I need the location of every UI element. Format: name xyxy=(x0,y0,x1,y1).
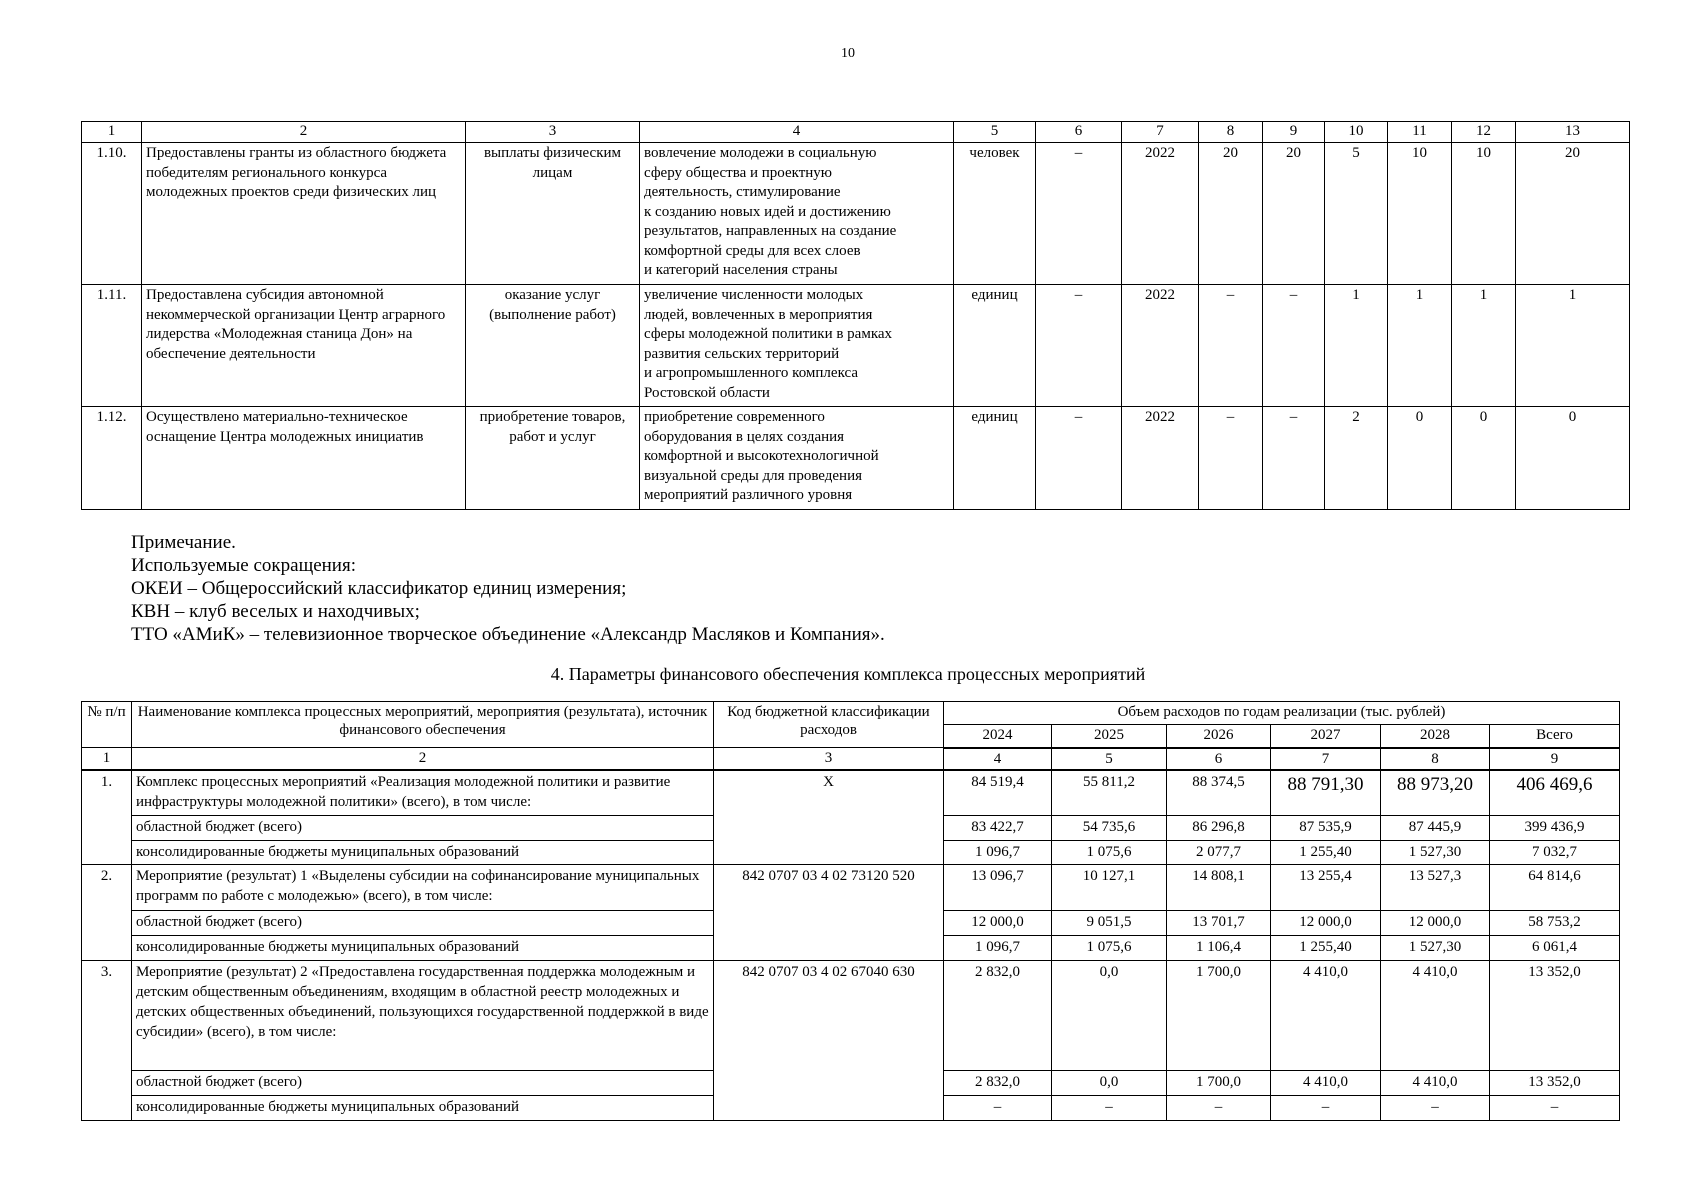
row-value: 1 xyxy=(1325,285,1388,407)
description-line: увеличение численности молодых xyxy=(644,287,864,303)
row-value: 54 735,6 xyxy=(1052,816,1167,841)
row-source: областной бюджет (всего) xyxy=(132,911,714,936)
row-value: 58 753,2 xyxy=(1490,911,1620,936)
row-source: консолидированные бюджеты муниципальных образований xyxy=(132,936,714,961)
row-source: консолидированные бюджеты муниципальных образований xyxy=(132,841,714,865)
row-code: 842 0707 03 4 02 73120 520 xyxy=(714,865,944,961)
row-value: 13 352,0 xyxy=(1490,961,1620,1071)
row-value: 399 436,9 xyxy=(1490,816,1620,841)
row-type: оказание услуг (выполнение работ) xyxy=(466,285,640,407)
row-value: 83 422,7 xyxy=(944,816,1052,841)
column-number: 4 xyxy=(640,122,954,143)
header-total: Всего xyxy=(1490,725,1620,748)
row-value: – xyxy=(1381,1096,1490,1121)
row-value: – xyxy=(1199,407,1263,510)
description-line: Ростовской области xyxy=(644,384,770,401)
table-row xyxy=(82,865,1620,911)
row-number: 1. xyxy=(82,770,132,865)
row-value: 9 051,5 xyxy=(1052,911,1167,936)
row-number: 2. xyxy=(82,865,132,961)
row-value: – xyxy=(1052,1096,1167,1121)
row-value: 2 xyxy=(1325,407,1388,510)
column-number: 4 xyxy=(944,748,1052,770)
note-subtitle: Используемые сокращения: xyxy=(131,555,356,576)
row-okei: – xyxy=(1036,407,1122,510)
row-name: Предоставлена субсидия автономной некоммерческой организации Центр аграрного лидерства «Молодежная станица Дон» на обеспечение деятельности xyxy=(142,285,466,407)
row-value: 0,0 xyxy=(1052,1071,1167,1096)
header-number: № п/п xyxy=(82,702,132,748)
column-number: 2 xyxy=(132,748,714,770)
column-number: 11 xyxy=(1388,122,1452,143)
table-row xyxy=(82,770,1620,816)
table-row xyxy=(82,961,1620,1071)
note-line: ТТО «АМиК» – телевизионное творческое объединение «Александр Масляков и Компания». xyxy=(131,624,885,645)
column-number: 3 xyxy=(466,122,640,143)
description-line: комфортной среды для всех слоев xyxy=(644,242,861,259)
row-value: 4 410,0 xyxy=(1381,961,1490,1071)
row-code: Х xyxy=(714,770,944,865)
row-name: Мероприятие (результат) 2 «Предоставлена государственная поддержка молодежным и детским общественным объединениям, входящим в областной реестр молодежных и детских общественных объединений, пользующихся государственной поддержкой в виде субсидии» (всего), в том числе: xyxy=(132,961,714,1071)
row-value: 13 096,7 xyxy=(944,865,1052,911)
row-number: 1.12. xyxy=(82,407,142,510)
column-number: 9 xyxy=(1490,748,1620,770)
row-value: 1 xyxy=(1452,285,1516,407)
row-name: Мероприятие (результат) 1 «Выделены субсидии на софинансирование муниципальных программ по работе с молодежью» (всего), в том числе: xyxy=(132,865,714,911)
row-name: Комплекс процессных мероприятий «Реализация молодежной политики и развитие инфраструктуры молодежной политики» (всего), в том числе: xyxy=(132,770,714,816)
row-value: 4 410,0 xyxy=(1271,961,1381,1071)
column-number: 7 xyxy=(1271,748,1381,770)
row-source: областной бюджет (всего) xyxy=(132,1071,714,1096)
row-unit: единиц xyxy=(954,285,1036,407)
row-value: 55 811,2 xyxy=(1052,770,1167,816)
row-value: 1 075,6 xyxy=(1052,936,1167,961)
description-line: вовлечение молодежи в социальную xyxy=(644,145,877,161)
header-year: 2027 xyxy=(1271,725,1381,748)
column-number: 3 xyxy=(714,748,944,770)
row-description xyxy=(640,407,954,510)
table-header-row xyxy=(82,702,1620,725)
row-description xyxy=(640,143,954,285)
row-name: Осуществлено материально-техническое оснащение Центра молодежных инициатив xyxy=(142,407,466,510)
row-value: 1 096,7 xyxy=(944,841,1052,865)
row-value: 20 xyxy=(1516,143,1630,285)
row-value: 20 xyxy=(1199,143,1263,285)
column-number: 1 xyxy=(82,748,132,770)
row-value: 13 701,7 xyxy=(1167,911,1271,936)
financing-table xyxy=(81,701,1620,1121)
table-header-row xyxy=(82,748,1620,770)
row-value: 1 xyxy=(1388,285,1452,407)
column-number: 9 xyxy=(1263,122,1325,143)
row-value: 12 000,0 xyxy=(1271,911,1381,936)
row-value: 2 077,7 xyxy=(1167,841,1271,865)
description-line: сферы молодежной политики в рамках xyxy=(644,326,893,342)
row-value: 4 410,0 xyxy=(1271,1071,1381,1096)
row-value: 10 xyxy=(1388,143,1452,285)
header-year: 2024 xyxy=(944,725,1052,748)
row-value: 64 814,6 xyxy=(1490,865,1620,911)
row-value: 1 075,6 xyxy=(1052,841,1167,865)
header-name: Наименование комплекса процессных мероприятий, мероприятия (результата), источник финансового обеспечения xyxy=(132,702,714,748)
row-value: 1 255,40 xyxy=(1271,841,1381,865)
description-line: людей, вовлеченных в мероприятия xyxy=(644,306,873,323)
row-value: 2 832,0 xyxy=(944,961,1052,1071)
row-value: 1 527,30 xyxy=(1381,841,1490,865)
row-code: 842 0707 03 4 02 67040 630 xyxy=(714,961,944,1121)
row-value: – xyxy=(1271,1096,1381,1121)
column-number: 10 xyxy=(1325,122,1388,143)
column-number: 1 xyxy=(82,122,142,143)
header-year: 2028 xyxy=(1381,725,1490,748)
row-value: 10 xyxy=(1452,143,1516,285)
row-value: 1 700,0 xyxy=(1167,1071,1271,1096)
header-code: Код бюджетной классификации расходов xyxy=(714,702,944,748)
table-row xyxy=(82,285,1630,407)
row-value: 87 445,9 xyxy=(1381,816,1490,841)
column-number: 7 xyxy=(1122,122,1199,143)
row-value: 1 096,7 xyxy=(944,936,1052,961)
description-line: оборудования в целях создания xyxy=(644,428,845,445)
row-name: Предоставлены гранты из областного бюджета победителям регионального конкурса молодежных проектов среди физических лиц xyxy=(142,143,466,285)
header-year: 2026 xyxy=(1167,725,1271,748)
row-value: 88 791,30 xyxy=(1271,770,1381,816)
row-value: 4 410,0 xyxy=(1381,1071,1490,1096)
row-unit: единиц xyxy=(954,407,1036,510)
row-year: 2022 xyxy=(1122,407,1199,510)
description-line: развития сельских территорий xyxy=(644,345,840,362)
row-value: 1 700,0 xyxy=(1167,961,1271,1071)
description-line: сферу общества и проектную xyxy=(644,164,833,181)
row-okei: – xyxy=(1036,285,1122,407)
row-value: 7 032,7 xyxy=(1490,841,1620,865)
description-line: и агропромышленного комплекса xyxy=(644,365,858,381)
row-source: областной бюджет (всего) xyxy=(132,816,714,841)
row-value: – xyxy=(1263,285,1325,407)
description-line: деятельность, стимулирование xyxy=(644,184,841,200)
row-value: 20 xyxy=(1263,143,1325,285)
column-number: 6 xyxy=(1036,122,1122,143)
row-value: 13 352,0 xyxy=(1490,1071,1620,1096)
row-source: консолидированные бюджеты муниципальных образований xyxy=(132,1096,714,1121)
row-unit: человек xyxy=(954,143,1036,285)
column-number: 8 xyxy=(1381,748,1490,770)
row-value: – xyxy=(1167,1096,1271,1121)
row-number: 1.11. xyxy=(82,285,142,407)
description-line: к созданию новых идей и достижению xyxy=(644,203,891,220)
column-number: 13 xyxy=(1516,122,1630,143)
row-value: 5 xyxy=(1325,143,1388,285)
column-number: 2 xyxy=(142,122,466,143)
row-year: 2022 xyxy=(1122,143,1199,285)
description-line: результатов, направленных на создание xyxy=(644,223,897,239)
table-row xyxy=(82,407,1630,510)
row-value: 1 255,40 xyxy=(1271,936,1381,961)
row-type: выплаты физическим лицам xyxy=(466,143,640,285)
note-block xyxy=(131,531,885,646)
column-number: 12 xyxy=(1452,122,1516,143)
header-volume: Объем расходов по годам реализации (тыс. рублей) xyxy=(944,702,1620,725)
description-line: комфортной и высокотехнологичной xyxy=(644,448,879,464)
row-okei: – xyxy=(1036,143,1122,285)
row-value: 1 106,4 xyxy=(1167,936,1271,961)
note-line: КВН – клуб веселых и находчивых; xyxy=(131,601,420,622)
row-value: – xyxy=(1263,407,1325,510)
header-year: 2025 xyxy=(1052,725,1167,748)
column-number: 6 xyxy=(1167,748,1271,770)
column-number: 5 xyxy=(954,122,1036,143)
note-title: Примечание. xyxy=(131,532,236,553)
row-value: 88 374,5 xyxy=(1167,770,1271,816)
row-number: 3. xyxy=(82,961,132,1121)
row-value: 12 000,0 xyxy=(944,911,1052,936)
row-value: 87 535,9 xyxy=(1271,816,1381,841)
row-value: 1 527,30 xyxy=(1381,936,1490,961)
row-value: 0 xyxy=(1452,407,1516,510)
column-number: 5 xyxy=(1052,748,1167,770)
description-line: и категорий населения страны xyxy=(644,262,838,278)
row-value: 86 296,8 xyxy=(1167,816,1271,841)
row-type: приобретение товаров, работ и услуг xyxy=(466,407,640,510)
row-value: 88 973,20 xyxy=(1381,770,1490,816)
row-value: 84 519,4 xyxy=(944,770,1052,816)
table-header-row xyxy=(82,122,1630,143)
row-value: 0 xyxy=(1516,407,1630,510)
row-value: 13 255,4 xyxy=(1271,865,1381,911)
row-value: 406 469,6 xyxy=(1490,770,1620,816)
section-title: 4. Параметры финансового обеспечения комплекса процессных мероприятий xyxy=(550,664,1146,684)
description-line: визуальной среды для проведения xyxy=(644,467,863,484)
row-value: 6 061,4 xyxy=(1490,936,1620,961)
row-value: – xyxy=(1490,1096,1620,1121)
row-value: 1 xyxy=(1516,285,1630,407)
row-description xyxy=(640,285,954,407)
table-row xyxy=(82,143,1630,285)
row-value: – xyxy=(944,1096,1052,1121)
row-year: 2022 xyxy=(1122,285,1199,407)
row-value: 13 527,3 xyxy=(1381,865,1490,911)
row-value: 0 xyxy=(1388,407,1452,510)
row-value: 2 832,0 xyxy=(944,1071,1052,1096)
row-value: 0,0 xyxy=(1052,961,1167,1071)
row-number: 1.10. xyxy=(82,143,142,285)
row-value: 12 000,0 xyxy=(1381,911,1490,936)
indicators-table xyxy=(81,121,1630,510)
description-line: приобретение современного xyxy=(644,409,825,425)
note-line: ОКЕИ – Общероссийский классификатор единиц измерения; xyxy=(131,578,627,599)
row-value: 14 808,1 xyxy=(1167,865,1271,911)
page-number: 10 xyxy=(841,46,855,61)
row-value: 10 127,1 xyxy=(1052,865,1167,911)
column-number: 8 xyxy=(1199,122,1263,143)
row-value: – xyxy=(1199,285,1263,407)
description-line: мероприятий различного уровня xyxy=(644,487,853,503)
